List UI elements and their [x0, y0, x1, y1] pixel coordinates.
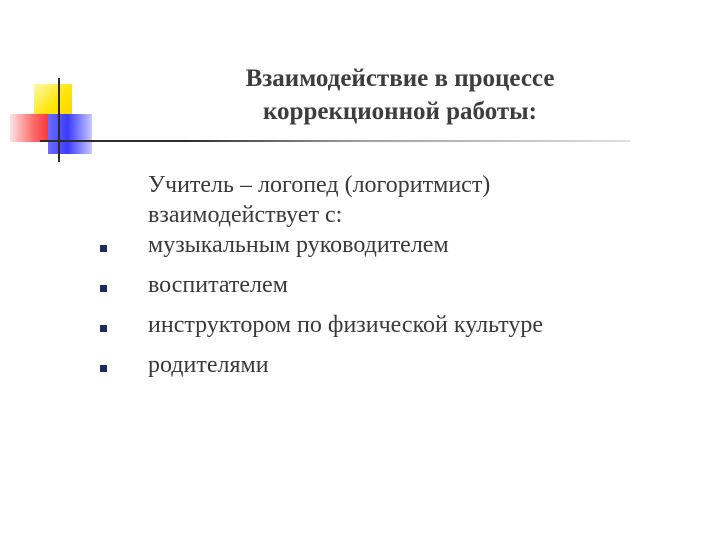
slide-body: [148, 170, 688, 390]
bullet-list: [148, 230, 688, 390]
list-item: [148, 230, 688, 270]
list-item: [148, 310, 688, 350]
square-bullet-icon: [100, 285, 107, 292]
list-item: [148, 270, 688, 310]
list-item-text: инструктором по физической культуре: [148, 312, 543, 338]
list-item-text: музыкальным руководителем: [148, 232, 449, 258]
logo-blue-square: [48, 114, 92, 154]
logo-red-square: [10, 114, 50, 142]
intro-text: [148, 170, 688, 230]
slide-title-line-2: коррекционной работы:: [262, 98, 538, 125]
slide-title: [180, 62, 620, 128]
intro-line-2: взаимодействует с:: [148, 202, 343, 228]
slide-title-line-1: Взаимодействие в процессе: [245, 65, 555, 92]
list-item-text: родителями: [148, 352, 269, 378]
intro-line-1: Учитель – логопед (логоритмист): [148, 172, 491, 198]
square-bullet-icon: [100, 365, 107, 372]
list-item-text: воспитателем: [148, 272, 288, 298]
decorative-logo: [0, 0, 140, 170]
logo-vertical-line: [58, 78, 60, 162]
square-bullet-icon: [100, 245, 107, 252]
title-underline-fade: [180, 140, 630, 142]
square-bullet-icon: [100, 325, 107, 332]
list-item: [148, 350, 688, 390]
